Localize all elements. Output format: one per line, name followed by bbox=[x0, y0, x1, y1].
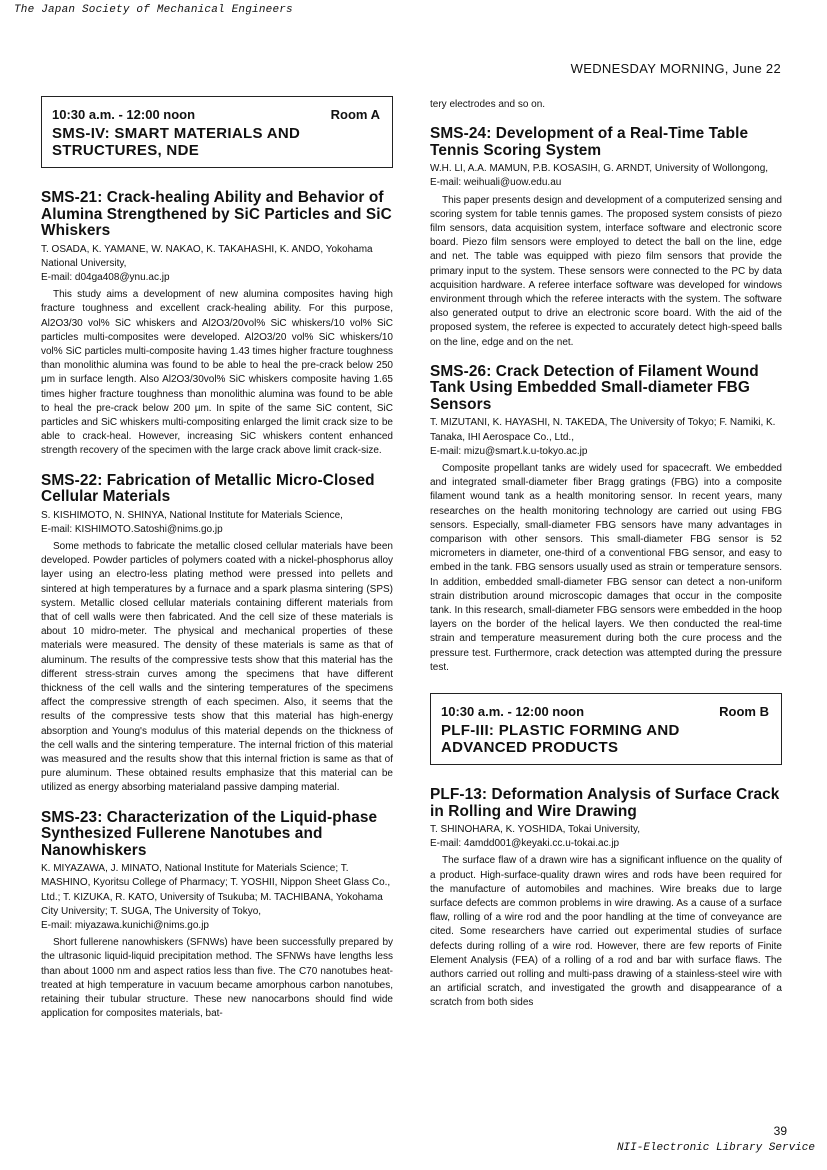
article-authors: T. SHINOHARA, K. YOSHIDA, Tokai University, bbox=[430, 824, 641, 835]
article-abstract-continuation: tery electrodes and so on. bbox=[430, 99, 546, 110]
article-sms-23 bbox=[41, 810, 393, 1022]
library-footer: NII-Electronic Library Service bbox=[616, 1142, 815, 1154]
session-box-room-a bbox=[41, 96, 393, 168]
session-title: PLF-III: PLASTIC FORMING AND ADVANCED PRODUCTS bbox=[441, 722, 680, 756]
session-date: WEDNESDAY MORNING, June 22 bbox=[570, 61, 781, 76]
article-title: SMS-23: Characterization of the Liquid-phase Synthesized Fullerene Nanotubes and Nanowhiskers bbox=[41, 808, 378, 859]
left-column bbox=[41, 96, 393, 1035]
article-sms-24 bbox=[430, 126, 782, 350]
article-email: E-mail: d04ga408@ynu.ac.jp bbox=[41, 271, 170, 283]
society-header: The Japan Society of Mechanical Engineers bbox=[14, 4, 293, 16]
article-email: E-mail: weihuali@uow.edu.au bbox=[430, 177, 562, 189]
article-authors: K. MIYAZAWA, J. MINATO, National Institute for Materials Science; T. MASHINO, Kyoritsu College of Pharmacy; T. YOSHII, Nippon Sheet Glass Co., Ltd.; T. KIZUKA, R. KATO, University of Tsukuba; M. TACHIBANA, Yokohama City University; T. SUGA, The University of Tokyo, bbox=[41, 863, 391, 917]
article-sms-22 bbox=[41, 473, 393, 796]
article-title: SMS-26: Crack Detection of Filament Wound Tank Using Embedded Small-diameter FBG Sensors bbox=[430, 362, 759, 413]
article-abstract: Composite propellant tanks are widely used for spacecraft. We embedded and integrated small-diameter fiber Bragg gratings (FBG) into a composite filament wound tank as a health monitoring sensor. In recent years, many researches on the health monitoring technology are carried out using FBG sensors. Especially, small-diameter FBG sensors have many advantages in comparison with other sensors. This small-diameter FBG sensor is 52 micrometers in diameter, one-third of a conventional FBG sensor, and easy to embed in the tank. FBG sensors usually used as strain or temperature sensors. In addition, embedded small-diameter FBG sensor can detect a non-uniform strain distribution around microscopic damages that occur in the composite tank. In this research, small-diameter FBG sensors were embedded in the hoop layers on the border of the helical layers. We then conducted the real-time strain and temperature measurement during both the cure process and the pressure test. Furthermore, crack detection was attempted during the pressure test. bbox=[430, 462, 782, 673]
article-email: E-mail: KISHIMOTO.Satoshi@nims.go.jp bbox=[41, 523, 223, 535]
article-authors: T. MIZUTANI, K. HAYASHI, N. TAKEDA, The University of Tokyo; F. Namiki, K. Tanaka, IHI Aerospace Co., Ltd., bbox=[430, 417, 776, 443]
article-authors: T. OSADA, K. YAMANE, W. NAKAO, K. TAKAHASHI, K. ANDO, Yokohama National University, bbox=[41, 243, 373, 269]
page-number: 39 bbox=[773, 1124, 787, 1138]
article-authors: S. KISHIMOTO, N. SHINYA, National Institute for Materials Science, bbox=[41, 509, 343, 521]
article-title: SMS-21: Crack-healing Ability and Behavior of Alumina Strengthened by SiC Particles and SiC Whiskers bbox=[41, 189, 392, 239]
article-abstract: This study aims a development of new alumina composites having high fracture toughness and excellent crack-healing ability. For this purpose, Al2O3/30 vol% SiC whiskers and Al2O3/20vol% SiC whiskers/10 vol% SiC particles multi-composites were developed. Al2O3/20 vol% SiC whiskers/10 vol% SiC particles multi-composite having 1.43 times higher fracture toughness than monolithic alumina was found to be able to heal the pre-crack below 250 μm in surface length. Also Al2O3/30vol% SiC whiskers composite having 1.65 times higher fracture toughness than monolithic alumina was found to be able to heal the pre-crack below 200 μm. In spite of the same SiC content, SiC particles and SiC whiskers multi-compositing enlarged the limit crack size to be able to crack-heal. However, increasing SiC whiskers content enhanced strength recovery of the specimen with the large crack above limit crack-size. bbox=[41, 289, 393, 457]
article-abstract: Short fullerene nanowhiskers (SFNWs) have been successfully prepared by the ultrasonic liquid-liquid precipitation method. The SFNWs have lengths less than about 1000 nm and aspect ratios less than five. The C70 nanotubes heat-treated at high temperature in vacuum became amorphous carbon nanotubes, retaining their tubular structure. These new nanocarbons should find wide application for composites materials, bat- bbox=[41, 937, 393, 1020]
article-authors: W.H. LI, A.A. MAMUN, P.B. KOSASIH, G. ARNDT, University of Wollongong, bbox=[430, 163, 769, 175]
session-room: Room B bbox=[719, 704, 769, 719]
session-room: Room A bbox=[330, 107, 380, 122]
article-email: E-mail: mizu@smart.k.u-tokyo.ac.jp bbox=[430, 445, 588, 457]
session-title: SMS-IV: SMART MATERIALS AND STRUCTURES, NDE bbox=[52, 125, 301, 159]
article-plf-13 bbox=[430, 787, 782, 1011]
article-abstract: This paper presents design and development of a computerized sensing and scoring system for table tennis games. The proposed system consists of piezo film sensors, data acquisition system, interface software and electronic score board. Piezo film sensors were employed to detect the ball on the line, edge and net. The table was equipped with piezo film sensors that provide the primary input to the system. These sensors were connected to the PC by data acquisition hardware. A referee interface software was developed for windows environment through which the referee interacts with the system. The software also generated output to drive an electronic score board. With the aid of the proposed system, the referee is expected to accurately detect high-speed balls on the line, edge and on the net. bbox=[430, 194, 782, 348]
right-column bbox=[430, 98, 782, 1025]
article-sms-21 bbox=[41, 190, 393, 459]
article-title: SMS-22: Fabrication of Metallic Micro-Closed Cellular Materials bbox=[41, 471, 375, 506]
article-email: E-mail: miyazawa.kunichi@nims.go.jp bbox=[41, 919, 209, 931]
article-title: SMS-24: Development of a Real-Time Table Tennis Scoring System bbox=[430, 125, 749, 159]
article-title: PLF-13: Deformation Analysis of Surface Crack in Rolling and Wire Drawing bbox=[430, 786, 780, 820]
article-sms-26 bbox=[430, 364, 782, 675]
article-abstract: The surface flaw of a drawn wire has a significant influence on the quality of a product. High-surface-quality drawn wires and rods have been required for the manufacture of automobiles and machines. Wire breaks due to large surface defects are common problems in wire drawing. As a cause of a surface flaw, rolling of a wire rod and the poor handling at the time of conveyance are cited. Some researchers have carried out experimental studies of surface defects during rolling of a wire rod. However, there are few reports of Finite Element Analysis (FEA) of a rolling of a rod and bar with surface flaws. The authors carried out rolling and multi-pass drawing of a stainless-steel wire with an artificial scratch, and investigated the growth and disappearance of a scratch from both sides bbox=[430, 855, 782, 1009]
article-abstract: Some methods to fabricate the metallic closed cellular materials have been developed. Powder particles of polymers coated with a nickel-phosphorus alloy layer using an electro-less plating method were pressed into pellets and sintered at high temperatures by a furnace and a spark plasma sintering (SPS) system. Metallic closed cellular materials containing different materials from that of cell walls were then fabricated. And the cell size of these materials is about 10 midro-meter. The physical and mechanical properties of these materials were measured. The density of these materials is same as that of aluminum. The results of the compressive tests show that this material has the different stress-strain curves among the specimens that have different thickness of the cell walls and the sintering temperatures of the specimens affect the compressive strength of each specimen. Also, it seems that the results of the compressive tests show that this material has high-energy absorption and Young's modulus of this material depends on the thickness of the cell walls and the sintering temperature. The internal friction of this material was measured and the results show that this internal friction is same as that of pure aluminum. These obtained results emphasize that this material can be utilized as energy absorbing materialand passive damping material. bbox=[41, 540, 393, 794]
session-box-room-b bbox=[430, 693, 782, 765]
session-time: 10:30 a.m. - 12:00 noon bbox=[441, 704, 585, 719]
session-time: 10:30 a.m. - 12:00 noon bbox=[52, 107, 196, 122]
article-email: E-mail: 4amdd001@keyaki.cc.u-tokai.ac.jp bbox=[430, 838, 620, 850]
